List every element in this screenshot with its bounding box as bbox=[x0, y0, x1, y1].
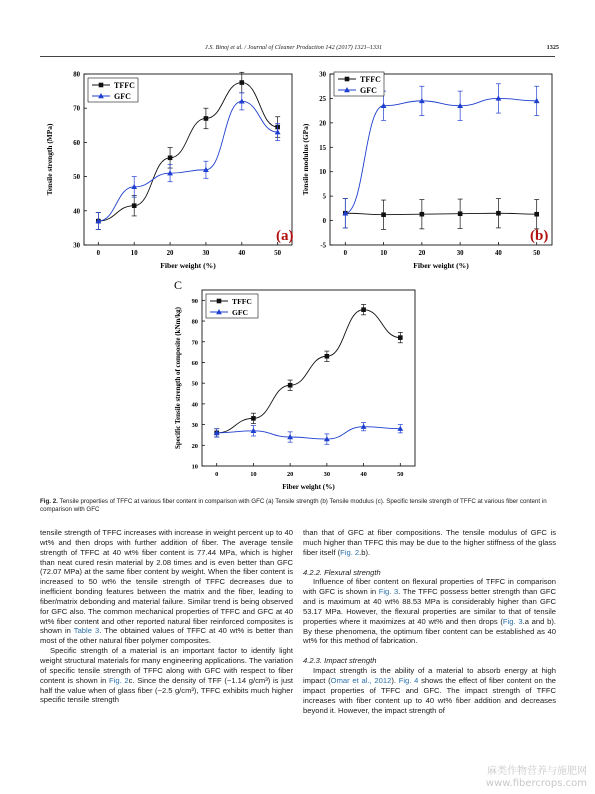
series-line-gfc bbox=[345, 98, 536, 213]
fig-3-link[interactable]: Fig. 3 bbox=[378, 587, 399, 597]
y-tick-label: 50 bbox=[191, 380, 198, 388]
y-tick-label: 30 bbox=[191, 422, 198, 430]
panel-label: C bbox=[174, 278, 183, 292]
series-line-gfc bbox=[98, 101, 277, 221]
data-point-tffc bbox=[132, 203, 137, 208]
legend-label-tffc: TFFC bbox=[232, 297, 252, 306]
y-axis-label: Specific Tensile strength of composite (kNm/kg) bbox=[174, 306, 182, 450]
y-tick-label: 15 bbox=[319, 144, 326, 152]
x-tick-label: 40 bbox=[495, 250, 502, 257]
x-tick-label: 10 bbox=[130, 250, 138, 257]
data-point-tffc bbox=[534, 212, 539, 217]
table-3-link[interactable]: Table 3 bbox=[73, 626, 100, 636]
fig-3-link[interactable]: Fig. 3 bbox=[502, 616, 523, 626]
data-point-tffc bbox=[239, 80, 244, 85]
x-tick-label: 20 bbox=[418, 250, 426, 257]
watermark bbox=[486, 766, 587, 790]
series-line-tffc bbox=[217, 310, 401, 433]
x-tick-label: 50 bbox=[274, 250, 282, 257]
section-heading-flexural: 4.2.2. Flexural strength bbox=[303, 567, 381, 577]
chart-a-tensile-strength bbox=[40, 66, 305, 276]
data-point-tffc bbox=[325, 354, 330, 359]
legend-label-gfc: GFC bbox=[232, 308, 249, 317]
y-axis-label: Tensile modulus (GPa) bbox=[301, 123, 310, 196]
data-point-tffc bbox=[420, 212, 425, 217]
data-point-tffc bbox=[398, 335, 403, 340]
x-tick-label: 40 bbox=[238, 250, 246, 257]
running-header bbox=[0, 44, 595, 56]
right-paragraph-3: Impact strength is the ability of a material to absorb energy at high impact (Omar et al., 2012). Fig. 4 shows the effect of fiber content on the impact properties of TFFC and GFC. The impact strength of TFFC increases with fiber content up to 40 wt% fiber addition and decreases beyond it. However, the impact strength of bbox=[303, 666, 557, 715]
data-point-tffc bbox=[288, 383, 293, 388]
y-tick-label: 70 bbox=[191, 339, 198, 347]
watermark-line-2: www.fibercrops.com bbox=[485, 778, 587, 789]
right-paragraph-1: than that of GFC at fiber compositions. The tensile modulus of GFC is much higher than TFFC this may be due to the higher stiffness of the glass fiber itself (Fig. 2.b). bbox=[303, 528, 556, 557]
header-rule bbox=[40, 56, 555, 57]
y-tick-label: 90 bbox=[191, 297, 198, 305]
data-point-tffc bbox=[496, 211, 501, 216]
data-point-tffc bbox=[361, 307, 366, 312]
left-column bbox=[40, 528, 293, 705]
y-tick-label: 40 bbox=[191, 401, 198, 409]
y-tick-label: 30 bbox=[319, 71, 326, 79]
chart-c-specific-tensile-strength bbox=[170, 276, 430, 494]
y-tick-label: 10 bbox=[319, 169, 326, 177]
series-line-tffc bbox=[345, 213, 536, 214]
y-tick-label: 20 bbox=[191, 442, 198, 450]
panel-label: (b) bbox=[530, 228, 549, 244]
data-point-tffc bbox=[381, 212, 386, 217]
legend-label-tffc: TFFC bbox=[114, 81, 135, 90]
y-tick-label: 0 bbox=[322, 218, 326, 226]
fig-2-link[interactable]: Fig. 2 bbox=[340, 547, 360, 557]
legend-label-gfc: GFC bbox=[360, 86, 377, 95]
legend-label-gfc: GFC bbox=[114, 92, 131, 101]
data-point-tffc bbox=[204, 116, 209, 121]
figure-caption bbox=[40, 498, 555, 514]
right-paragraph-2: Influence of fiber content on flexural properties of TFFC in comparison with GFC is shown in Fig. 3. The TFFC possess better strength than GFC and is maximum at 40 wt% 88.53 MPa is considerably higher than GFC 53.17 MPa. However, the flexural properties are similar to that of tensile properties where it maximizes at 40 wt% and then drops (Fig. 3.a and b). By these phenomena, the optimum fiber content can be established as 40 wt% for this method of fabrication. bbox=[303, 577, 556, 646]
data-point-tffc bbox=[458, 211, 463, 216]
y-tick-label: 30 bbox=[73, 242, 80, 250]
fig-2-link[interactable]: Fig. 2 bbox=[109, 675, 129, 685]
caption-label: Fig. 2. bbox=[40, 498, 58, 505]
data-point-tffc bbox=[168, 155, 173, 160]
y-tick-label: 40 bbox=[73, 208, 80, 216]
y-tick-label: 10 bbox=[191, 463, 198, 471]
journal-citation: J.S. Binoj et al. / Journal of Cleaner Production 142 (2017) 1321–1331 bbox=[205, 44, 383, 51]
section-heading-impact: 4.2.3. Impact strength bbox=[303, 656, 377, 666]
x-tick-label: 40 bbox=[360, 471, 367, 478]
x-tick-label: 50 bbox=[397, 471, 404, 478]
legend-marker-tffc bbox=[217, 299, 222, 304]
y-axis-label: Tensile strength (MPa) bbox=[45, 123, 54, 196]
right-column bbox=[303, 528, 556, 715]
chart-b-tensile-modulus bbox=[300, 66, 560, 276]
x-tick-label: 20 bbox=[286, 471, 294, 478]
omar-2012-link[interactable]: Omar et al., 2012 bbox=[330, 675, 392, 685]
x-tick-label: 0 bbox=[343, 250, 348, 257]
legend-marker-tffc bbox=[345, 77, 350, 82]
x-tick-label: 20 bbox=[166, 250, 174, 257]
y-tick-label: 80 bbox=[73, 71, 80, 79]
y-tick-label: 80 bbox=[191, 318, 198, 326]
data-point-gfc bbox=[239, 98, 245, 103]
y-tick-label: 50 bbox=[73, 174, 80, 182]
y-tick-label: 60 bbox=[73, 139, 80, 147]
legend-label-tffc: TFFC bbox=[360, 75, 381, 84]
fig-4-link[interactable]: Fig. 4 bbox=[398, 675, 419, 685]
x-tick-label: 0 bbox=[215, 471, 219, 478]
page-number: 1325 bbox=[546, 44, 559, 51]
y-tick-label: 20 bbox=[319, 120, 326, 128]
x-tick-label: 30 bbox=[456, 250, 464, 257]
left-paragraph-2: Specific strength of a material is an important factor to identify light weight structural materials for many engineering applications. The variation of specific tensile strength of TFFC along with GFC with respect to fiber content is shown in Fig. 2c. Since the density of TFF (~1.14 g/cm³) is just half the value when of glass fiber (~2.5 g/cm³), TFFC exhibits much higher specific tensile strength bbox=[40, 646, 293, 705]
y-tick-label: 70 bbox=[73, 105, 80, 113]
x-axis-label: Fiber weight (%) bbox=[282, 483, 335, 491]
x-axis-label: Fiber weight (%) bbox=[413, 261, 469, 270]
data-point-tffc bbox=[251, 416, 256, 421]
x-tick-label: 30 bbox=[202, 250, 210, 257]
legend-marker-tffc bbox=[99, 83, 104, 88]
x-tick-label: 10 bbox=[250, 471, 257, 478]
x-tick-label: 0 bbox=[96, 250, 101, 257]
series-line-gfc bbox=[217, 427, 401, 439]
y-tick-label: 5 bbox=[322, 193, 326, 201]
caption-text: Tensile properties of TFFC at various fiber content in comparison with GFC (a) Tensile strength (b) Tensile modulus (c). Specific tensile strength of TFFC at various fiber content in comparison with GFC bbox=[40, 498, 547, 513]
panel-label: (a) bbox=[276, 228, 294, 244]
y-tick-label: 25 bbox=[319, 95, 326, 103]
x-tick-label: 50 bbox=[533, 250, 541, 257]
x-tick-label: 10 bbox=[380, 250, 387, 257]
x-tick-label: 30 bbox=[323, 471, 331, 478]
y-tick-label: -5 bbox=[320, 242, 326, 250]
x-axis-label: Fiber weight (%) bbox=[160, 261, 216, 270]
y-tick-label: 60 bbox=[191, 359, 198, 367]
watermark-line-1: 麻类作物营养与施肥网 bbox=[487, 766, 587, 777]
series-line-tffc bbox=[98, 83, 277, 222]
left-paragraph-1: tensile strength of TFFC increases with increase in weight percent up to 40 wt% and then drops with further addition of fiber. The average tensile strength of TFFC at 40 wt% fiber content is 77.44 MPa, which is higher than neat cured resin material by 2.08 times and is even better than GFC (72.07 MPa) at the same fiber content by weight. When the fiber content is increased to 50 wt% the tensile strength of TFFC decreases due to inefficient bonding features between the matrix and the fiber, leading to fiber/matrix debonding and material failure. Similar trend is being observed for GFC also. The common mechanical properties of TFFC and GFC at 40 wt% fiber content and other reported natural fiber reinforced composites is shown in Table 3. The obtained values of TFFC at 40 wt% is better than most of the other natural fiber polymer composites. bbox=[40, 528, 293, 646]
